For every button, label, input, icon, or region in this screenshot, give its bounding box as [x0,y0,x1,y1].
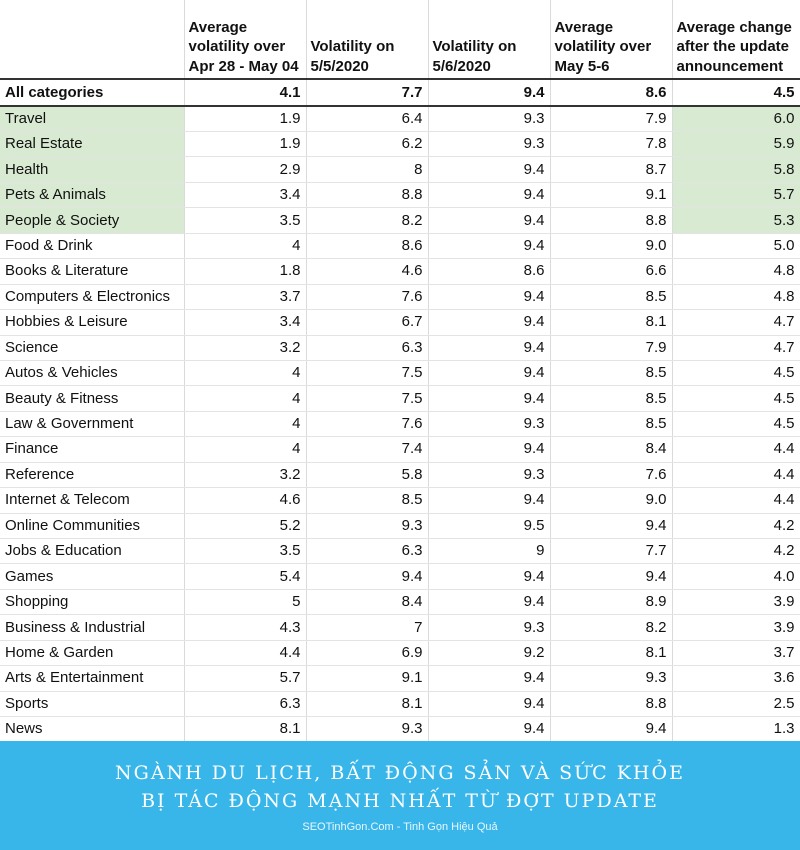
table-row [0,386,800,411]
table-row [0,564,800,589]
table-cell: 5.8 [672,157,800,182]
header-category [0,0,184,79]
table-cell: 9.4 [428,666,550,691]
total-row-cell: 7.7 [306,79,428,106]
category-name: Beauty & Fitness [0,386,184,411]
table-cell: 6.7 [306,310,428,335]
table-cell: 3.9 [672,615,800,640]
table-cell: 9.4 [428,182,550,207]
table-row [0,462,800,487]
table-row [0,106,800,132]
category-name: People & Society [0,208,184,233]
table-cell: 9.3 [428,106,550,132]
table-cell: 7.7 [550,539,672,564]
table-cell: 1.8 [184,259,306,284]
table-cell: 7.6 [550,462,672,487]
total-row-label: All categories [0,79,184,106]
table-row [0,691,800,716]
table-cell: 9.4 [428,717,550,741]
table-cell: 9.4 [550,717,672,741]
total-row-cell: 8.6 [550,79,672,106]
category-name: Finance [0,437,184,462]
table-cell: 4.8 [672,284,800,309]
table-cell: 9.3 [306,717,428,741]
category-name: Computers & Electronics [0,284,184,309]
table-cell: 8 [306,157,428,182]
total-row-cell: 4.5 [672,79,800,106]
table-row [0,615,800,640]
table-cell: 9.4 [428,691,550,716]
table-cell: 8.1 [550,640,672,665]
table-cell: 8.5 [306,488,428,513]
table-cell: 9.4 [428,233,550,258]
table-cell: 9.2 [428,640,550,665]
table-cell: 4.2 [672,513,800,538]
table-cell: 3.2 [184,335,306,360]
table-cell: 3.7 [184,284,306,309]
category-name: Online Communities [0,513,184,538]
table-cell: 5.7 [672,182,800,207]
table-cell: 9.4 [428,335,550,360]
category-name: Business & Industrial [0,615,184,640]
table-cell: 6.6 [550,259,672,284]
table-cell: 4.6 [306,259,428,284]
table-cell: 5.7 [184,666,306,691]
table-row [0,360,800,385]
category-name: Food & Drink [0,233,184,258]
table-cell: 9.3 [428,132,550,157]
category-name: Books & Literature [0,259,184,284]
table-cell: 1.9 [184,132,306,157]
table-cell: 9.4 [428,437,550,462]
table-cell: 6.3 [184,691,306,716]
table-row [0,666,800,691]
category-name: Pets & Animals [0,182,184,207]
category-name: Autos & Vehicles [0,360,184,385]
table-cell: 9.4 [428,564,550,589]
table-cell: 3.2 [184,462,306,487]
table-cell: 9.4 [550,513,672,538]
table-cell: 8.1 [550,310,672,335]
table-cell: 9.4 [428,488,550,513]
table-cell: 8.6 [306,233,428,258]
table-cell: 7.5 [306,386,428,411]
table-cell: 5.0 [672,233,800,258]
table-cell: 4.6 [184,488,306,513]
table-cell: 7 [306,615,428,640]
table-cell: 8.8 [306,182,428,207]
table-cell: 6.4 [306,106,428,132]
table-row [0,513,800,538]
table-cell: 8.8 [550,208,672,233]
table-row [0,411,800,436]
category-name: News [0,717,184,741]
table-cell: 9.0 [550,488,672,513]
category-name: Health [0,157,184,182]
banner-title-line-2: BỊ TÁC ĐỘNG MẠNH NHẤT TỪ ĐỢT UPDATE [141,790,659,812]
table-row [0,640,800,665]
table-cell: 4 [184,360,306,385]
table-cell: 4.7 [672,335,800,360]
category-name: Science [0,335,184,360]
table-cell: 7.4 [306,437,428,462]
category-name: Arts & Entertainment [0,666,184,691]
table-row [0,208,800,233]
header-avg-change: Average change after the update announcement [672,0,800,79]
table-cell: 9.5 [428,513,550,538]
table-cell: 9.4 [428,284,550,309]
table-row [0,589,800,614]
category-name: Hobbies & Leisure [0,310,184,335]
table-cell: 9.3 [306,513,428,538]
table-cell: 9.4 [428,157,550,182]
table-row [0,335,800,360]
table-cell: 5.9 [672,132,800,157]
category-name: Travel [0,106,184,132]
table-cell: 9.4 [550,564,672,589]
table-cell: 7.6 [306,411,428,436]
table-cell: 5.2 [184,513,306,538]
table-cell: 4.5 [672,386,800,411]
table-cell: 9.4 [428,208,550,233]
table-cell: 7.6 [306,284,428,309]
table-cell: 9.4 [428,360,550,385]
table-cell: 6.2 [306,132,428,157]
header-avg-volatility-apr28-may04: Average volatility over Apr 28 - May 04 [184,0,306,79]
table-cell: 8.5 [550,360,672,385]
banner-title-line-1: NGÀNH DU LỊCH, BẤT ĐỘNG SẢN VÀ SỨC KHỎE [115,762,685,784]
table-cell: 8.9 [550,589,672,614]
table-cell: 1.9 [184,106,306,132]
category-name: Internet & Telecom [0,488,184,513]
header-volatility-5-5: Volatility on 5/5/2020 [306,0,428,79]
table-cell: 9.3 [550,666,672,691]
table-cell: 4 [184,411,306,436]
table-cell: 9.3 [428,615,550,640]
table-cell: 5.3 [672,208,800,233]
table-cell: 8.4 [550,437,672,462]
table-cell: 4.5 [672,360,800,385]
category-name: Jobs & Education [0,539,184,564]
table-cell: 1.3 [672,717,800,741]
table-row [0,310,800,335]
table-cell: 3.5 [184,539,306,564]
table-cell: 4.2 [672,539,800,564]
table-cell: 9.4 [428,386,550,411]
table-cell: 7.5 [306,360,428,385]
table-cell: 6.3 [306,539,428,564]
table-cell: 2.5 [672,691,800,716]
total-row-cell: 4.1 [184,79,306,106]
table-cell: 7.9 [550,106,672,132]
table-cell: 4.4 [672,437,800,462]
table-cell: 8.8 [550,691,672,716]
header-row [0,0,800,79]
table-cell: 9.3 [428,462,550,487]
total-row-cell: 9.4 [428,79,550,106]
table-cell: 8.7 [550,157,672,182]
table-cell: 9.1 [550,182,672,207]
category-name: Real Estate [0,132,184,157]
table-row [0,717,800,741]
table-cell: 7.8 [550,132,672,157]
table-cell: 4.4 [184,640,306,665]
table-cell: 9.4 [428,589,550,614]
table-cell: 4.4 [672,488,800,513]
table-cell: 8.1 [306,691,428,716]
caption-banner [0,741,800,850]
table-row [0,157,800,182]
table-row [0,539,800,564]
table-cell: 4.0 [672,564,800,589]
table-cell: 3.5 [184,208,306,233]
table-cell: 9.4 [428,310,550,335]
table-cell: 5.8 [306,462,428,487]
table-cell: 8.2 [550,615,672,640]
table-cell: 4.8 [672,259,800,284]
table-row [0,182,800,207]
table-cell: 5 [184,589,306,614]
table-cell: 8.5 [550,411,672,436]
table-cell: 9 [428,539,550,564]
table-cell: 3.9 [672,589,800,614]
table-row [0,284,800,309]
table-cell: 4.7 [672,310,800,335]
header-volatility-5-6: Volatility on 5/6/2020 [428,0,550,79]
table-cell: 3.7 [672,640,800,665]
category-name: Home & Garden [0,640,184,665]
table-cell: 9.1 [306,666,428,691]
table-row [0,132,800,157]
table-cell: 5.4 [184,564,306,589]
table-cell: 8.6 [428,259,550,284]
table-cell: 4 [184,233,306,258]
table-cell: 4.5 [672,411,800,436]
category-name: Sports [0,691,184,716]
table-cell: 4.4 [672,462,800,487]
table-row [0,233,800,258]
category-name: Reference [0,462,184,487]
table-cell: 7.9 [550,335,672,360]
table-cell: 4 [184,437,306,462]
banner-credit: SEOTinhGon.Com - Tinh Gọn Hiệu Quả [302,821,498,833]
total-row [0,79,800,106]
category-name: Law & Government [0,411,184,436]
table-row [0,488,800,513]
table-row [0,437,800,462]
table-cell: 6.0 [672,106,800,132]
table-row [0,259,800,284]
table-cell: 4.3 [184,615,306,640]
table-cell: 8.4 [306,589,428,614]
category-name: Games [0,564,184,589]
table-cell: 4 [184,386,306,411]
table-cell: 9.3 [428,411,550,436]
header-avg-volatility-may5-6: Average volatility over May 5-6 [550,0,672,79]
table-cell: 8.1 [184,717,306,741]
table-cell: 9.4 [306,564,428,589]
table-cell: 8.5 [550,284,672,309]
table-cell: 8.2 [306,208,428,233]
table-cell: 3.6 [672,666,800,691]
table-cell: 2.9 [184,157,306,182]
table-cell: 3.4 [184,310,306,335]
table-cell: 8.5 [550,386,672,411]
table-cell: 9.0 [550,233,672,258]
category-name: Shopping [0,589,184,614]
table-cell: 3.4 [184,182,306,207]
table-cell: 6.9 [306,640,428,665]
table-cell: 6.3 [306,335,428,360]
